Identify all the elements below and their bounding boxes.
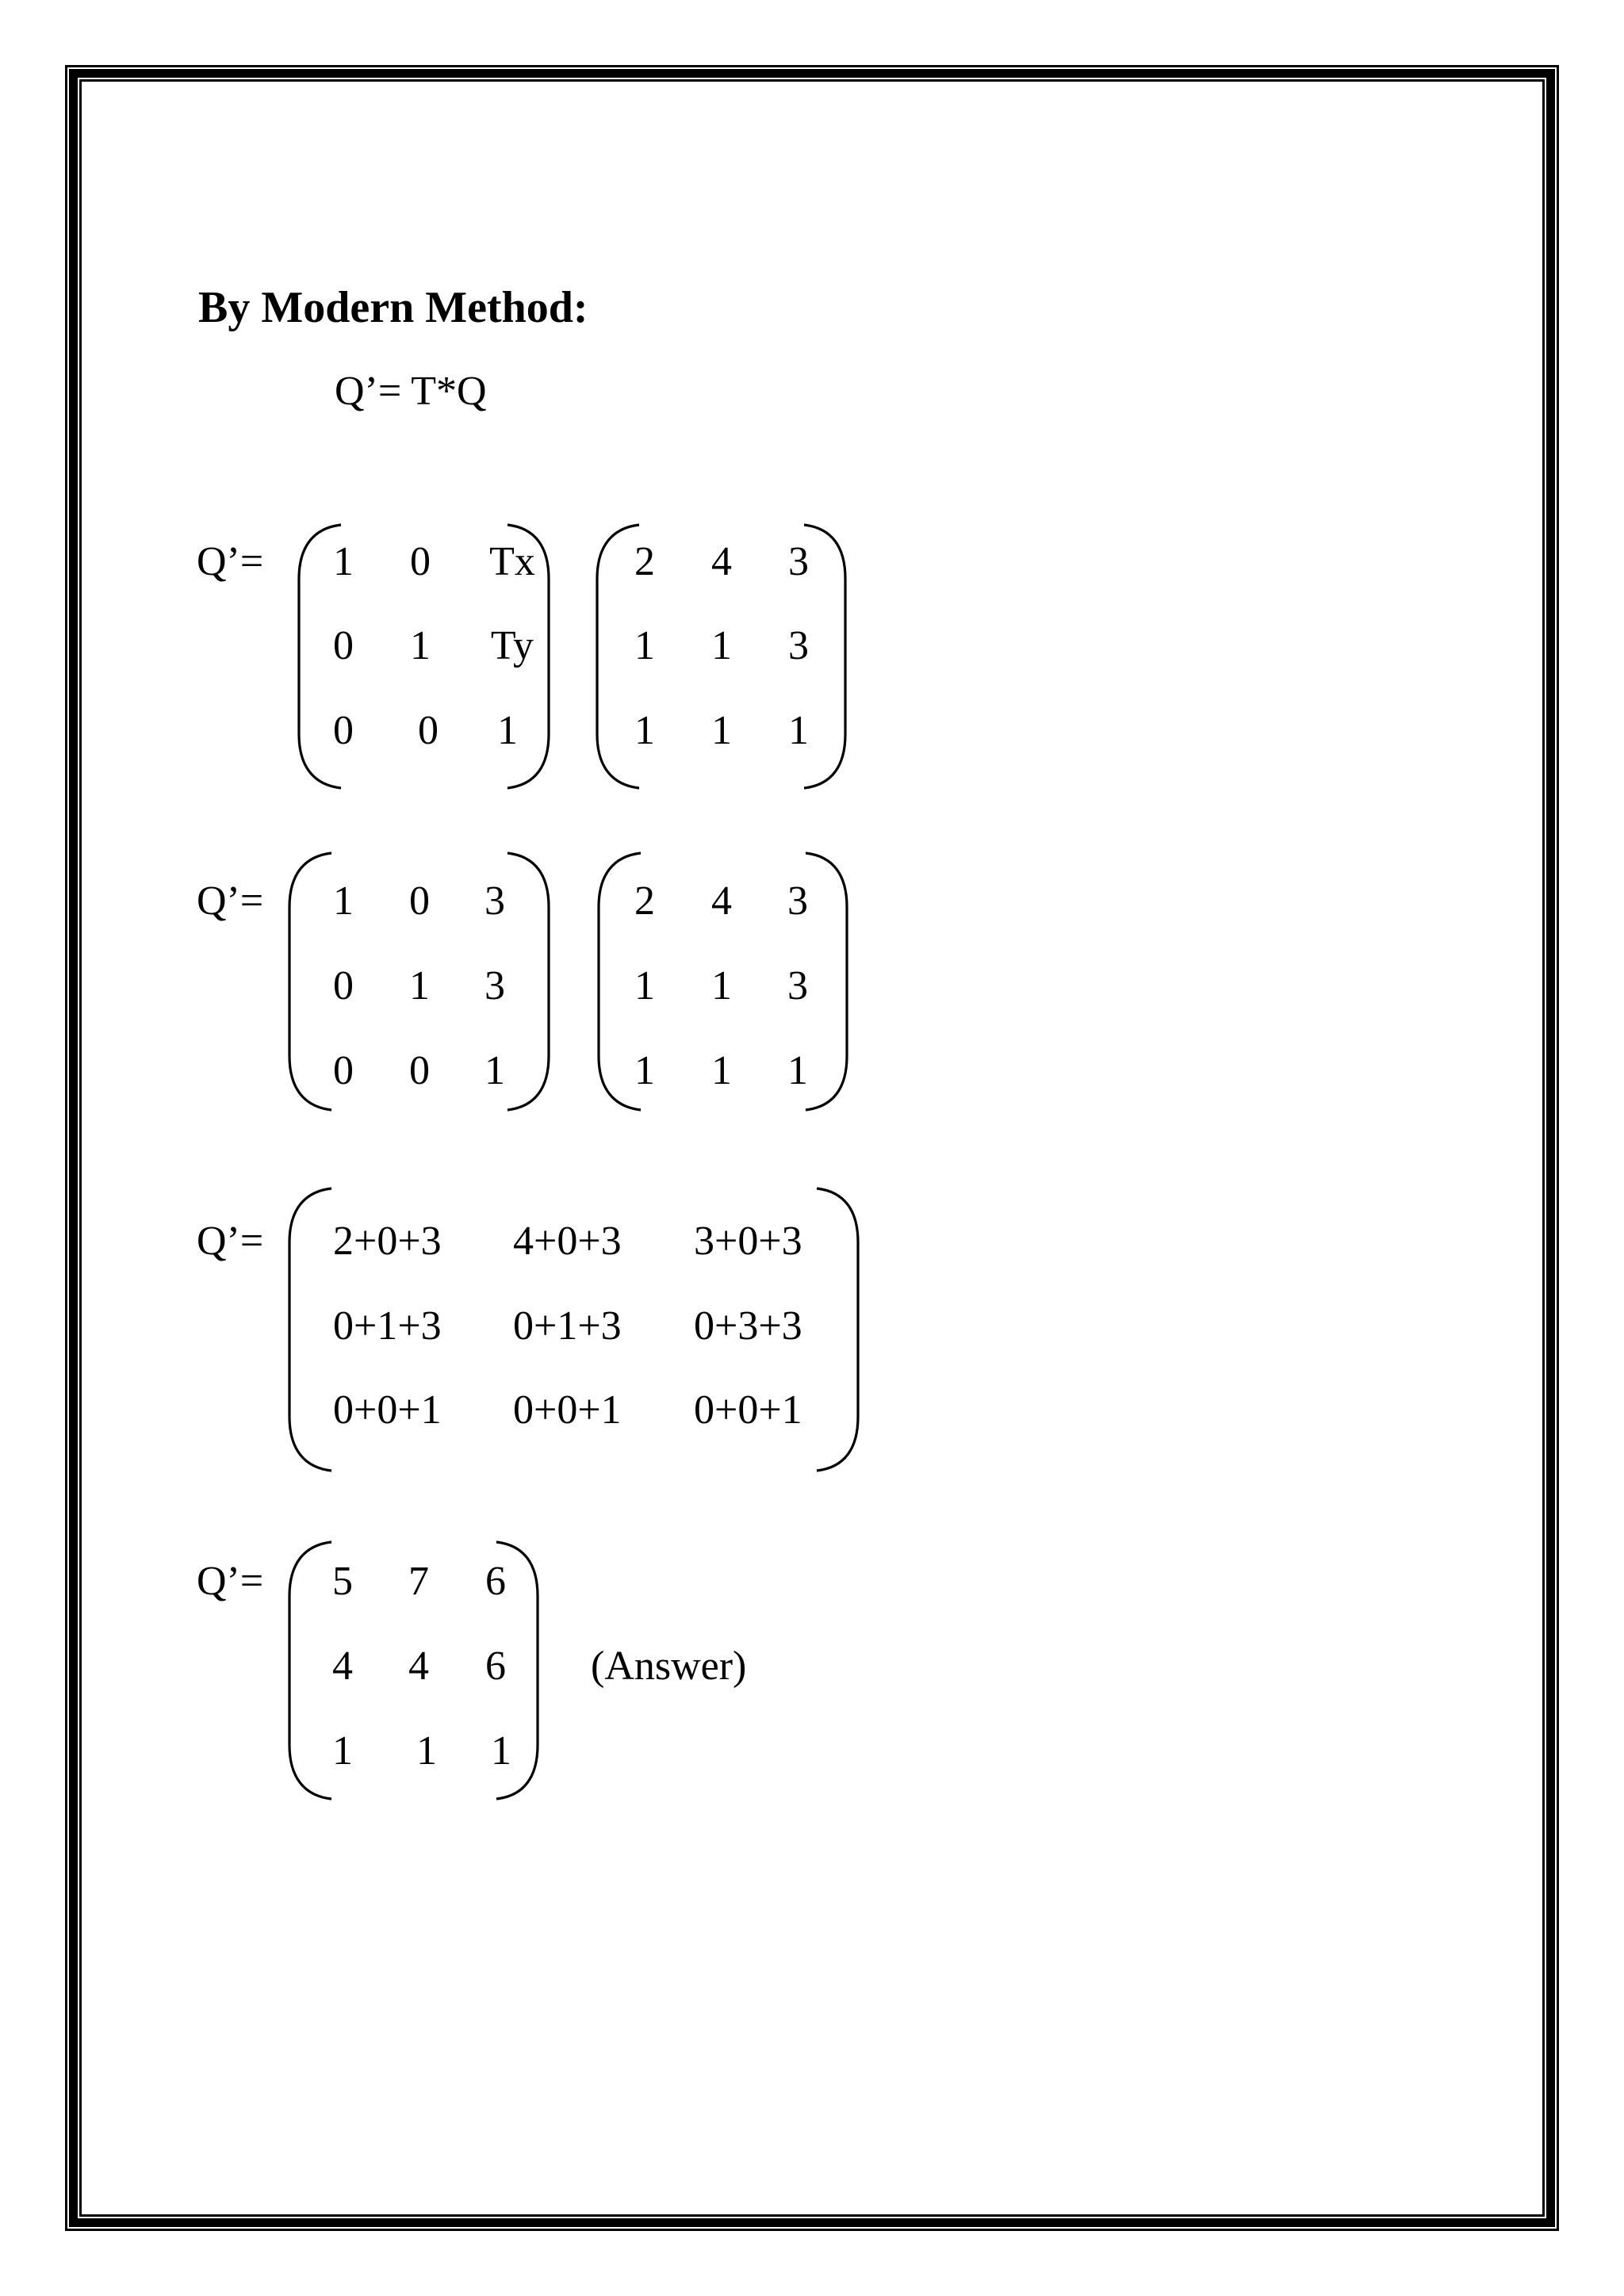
matrix-cell: 1: [711, 1048, 732, 1093]
matrix-cell: 6: [485, 1559, 506, 1604]
matrix-cell: 0: [333, 963, 354, 1008]
matrix-cell: 5: [332, 1559, 353, 1604]
matrix-cell: 0+1+3: [513, 1303, 622, 1349]
matrix-cell: 1: [634, 1048, 655, 1093]
matrix-cell: 3: [788, 539, 809, 584]
matrix-cell: 1: [788, 708, 809, 753]
matrix-cell: 1: [409, 963, 430, 1008]
matrix-cell: 6: [485, 1644, 506, 1689]
matrix-cell: 0: [333, 1048, 354, 1093]
left-bracket-icon: [284, 1187, 335, 1472]
matrix-cell: 4: [332, 1644, 353, 1689]
section-heading: By Modern Method:: [198, 283, 588, 332]
matrix-cell: 0+0+1: [333, 1387, 442, 1433]
matrix-cell: 4: [711, 878, 732, 924]
step-label: Q’=: [197, 878, 264, 924]
right-bracket-icon: [814, 1187, 864, 1472]
matrix-cell: 1: [416, 1728, 437, 1774]
matrix-cell: 0: [418, 708, 439, 753]
matrix-cell: 3+0+3: [694, 1219, 802, 1264]
matrix-cell: 1: [491, 1728, 511, 1774]
matrix-cell: 0: [333, 708, 354, 753]
matrix-cell: 3: [485, 963, 505, 1008]
matrix-cell: 1: [711, 963, 732, 1008]
matrix-cell: 1: [634, 623, 655, 668]
step-label: Q’=: [197, 1559, 264, 1604]
page-border-inner: [79, 79, 1545, 2217]
right-bracket-icon: [493, 1540, 544, 1800]
matrix-cell: 2+0+3: [333, 1219, 442, 1264]
matrix-cell: 1: [333, 878, 354, 924]
right-bracket-icon: [802, 851, 853, 1112]
matrix-cell: 0+1+3: [333, 1303, 442, 1349]
matrix-cell: 1: [787, 1048, 808, 1093]
matrix-cell: 0: [410, 539, 431, 584]
matrix-cell: Ty: [490, 623, 534, 668]
matrix-cell: 1: [333, 539, 354, 584]
matrix-cell: 2: [634, 878, 655, 924]
matrix-cell: 1: [497, 708, 518, 753]
matrix-cell: 1: [634, 708, 655, 753]
matrix-cell: 1: [410, 623, 431, 668]
right-bracket-icon: [504, 523, 555, 790]
step-label: Q’=: [197, 1219, 264, 1264]
matrix-cell: 1: [711, 708, 732, 753]
matrix-cell: 2: [634, 539, 655, 584]
matrix-cell: 1: [634, 963, 655, 1008]
matrix-cell: 3: [787, 963, 808, 1008]
matrix-cell: 0: [409, 1048, 430, 1093]
step-label: Q’=: [197, 539, 264, 584]
matrix-cell: 0+0+1: [694, 1387, 802, 1433]
right-bracket-icon: [801, 523, 852, 790]
matrix-cell: 1: [711, 623, 732, 668]
matrix-cell: 4: [408, 1644, 429, 1689]
matrix-cell: 3: [787, 878, 808, 924]
matrix-cell: 3: [788, 623, 809, 668]
matrix-cell: 4: [711, 539, 732, 584]
answer-note: (Answer): [591, 1644, 747, 1689]
matrix-cell: Tx: [489, 539, 535, 584]
matrix-cell: 0+0+1: [513, 1387, 622, 1433]
matrix-cell: 3: [485, 878, 505, 924]
right-bracket-icon: [504, 851, 555, 1112]
matrix-cell: 4+0+3: [513, 1219, 622, 1264]
matrix-cell: 1: [332, 1728, 353, 1774]
matrix-cell: 7: [408, 1559, 429, 1604]
formula-line: Q’= T*Q: [335, 369, 487, 414]
matrix-cell: 1: [485, 1048, 505, 1093]
matrix-cell: 0+3+3: [694, 1303, 802, 1349]
matrix-cell: 0: [333, 623, 354, 668]
matrix-cell: 0: [409, 878, 430, 924]
